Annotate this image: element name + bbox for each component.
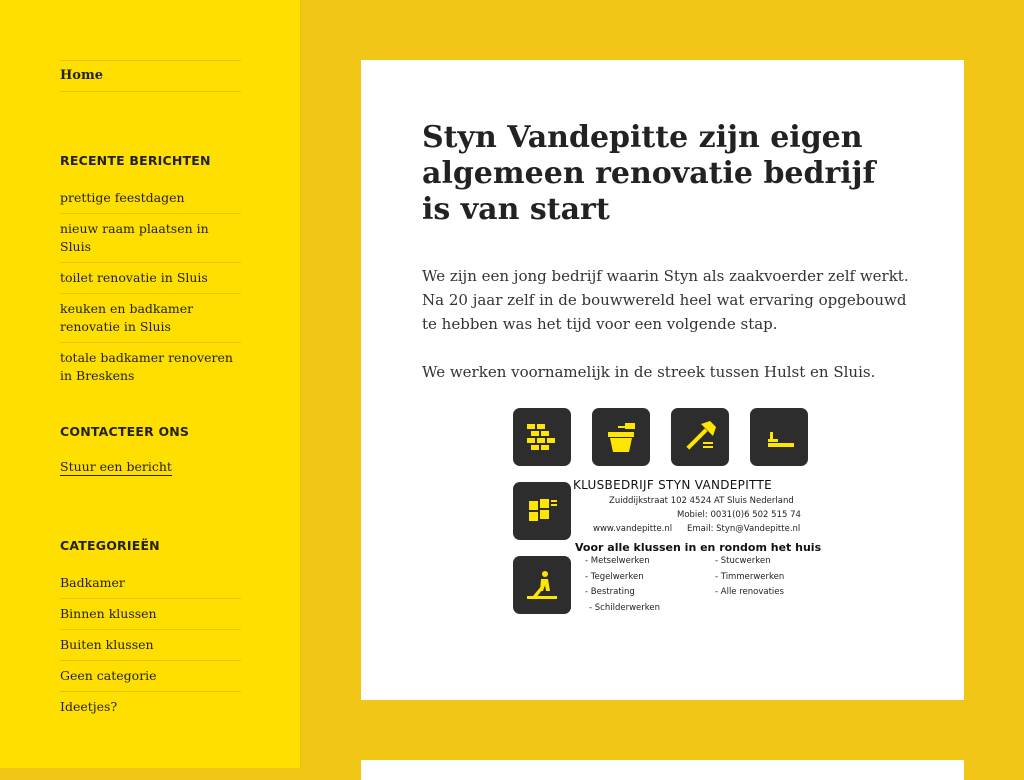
service-item: - Stucwerken bbox=[715, 556, 771, 566]
company-logo-image bbox=[511, 406, 821, 618]
categories-list bbox=[60, 568, 241, 722]
service-item: - Alle renovaties bbox=[715, 587, 784, 597]
recent-posts-title: RECENTE BERICHTEN bbox=[60, 153, 211, 168]
service-item: - Bestrating bbox=[585, 587, 635, 597]
worker-icon bbox=[513, 556, 571, 614]
main-navigation bbox=[60, 60, 241, 92]
recent-post-link[interactable]: keuken en badkamer renovatie in Sluis bbox=[60, 294, 241, 343]
contact-link[interactable]: Stuur een bericht bbox=[60, 459, 172, 474]
category-link[interactable]: Binnen klussen bbox=[60, 599, 241, 630]
service-item: - Schilderwerken bbox=[589, 603, 660, 613]
recent-post-link[interactable]: prettige feestdagen bbox=[60, 183, 241, 214]
paint-bucket-icon bbox=[592, 408, 650, 466]
next-post-card bbox=[361, 760, 964, 780]
recent-post-link[interactable]: nieuw raam plaatsen in Sluis bbox=[60, 214, 241, 263]
recent-post-link[interactable]: toilet renovatie in Sluis bbox=[60, 263, 241, 294]
tiles-icon bbox=[513, 482, 571, 540]
post-title[interactable]: Styn Vandepitte zijn eigen algemeen renovatie bedrijf is van start bbox=[422, 120, 876, 227]
category-link[interactable]: Badkamer bbox=[60, 568, 241, 599]
recent-post-link[interactable]: totale badkamer renoveren in Breskens bbox=[60, 350, 233, 383]
category-link[interactable]: Ideetjes? bbox=[60, 699, 118, 714]
logo-brand-name: KLUSBEDRIJF STYN VANDEPITTE bbox=[573, 478, 772, 492]
logo-tagline: Voor alle klussen in en rondom het huis bbox=[575, 541, 822, 554]
logo-phone: Mobiel: 0031(0)6 502 515 74 bbox=[677, 510, 801, 520]
logo-address: Zuiddijkstraat 102 4524 AT Sluis Nederland bbox=[609, 496, 794, 506]
post-paragraph-2: We werken voornamelijk in de streek tussen Hulst en Sluis. bbox=[422, 363, 876, 381]
service-item: - Timmerwerken bbox=[715, 572, 785, 582]
logo-website: www.vandepitte.nl bbox=[593, 524, 673, 534]
category-link[interactable]: Buiten klussen bbox=[60, 630, 241, 661]
trowel-icon bbox=[750, 408, 808, 466]
service-item: - Tegelwerken bbox=[585, 572, 644, 582]
brick-wall-icon bbox=[513, 408, 571, 466]
sidebar bbox=[0, 0, 301, 768]
nav-home-link[interactable]: Home bbox=[60, 68, 103, 83]
recent-posts-list bbox=[60, 183, 241, 391]
category-link[interactable]: Geen categorie bbox=[60, 661, 241, 692]
categories-title: CATEGORIEËN bbox=[60, 538, 160, 553]
service-item: - Metselwerken bbox=[585, 556, 650, 566]
logo-email: Email: Styn@Vandepitte.nl bbox=[687, 524, 801, 534]
hammer-icon bbox=[671, 408, 729, 466]
post-card bbox=[361, 60, 964, 700]
post-paragraph-1: We zijn een jong bedrijf waarin Styn als zaakvoerder zelf werkt. Na 20 jaar zelf in de bouwwereld heel wat ervaring opgebouwd te hebben was het tijd voor een volgende stap. bbox=[422, 267, 909, 333]
contact-title: CONTACTEER ONS bbox=[60, 424, 190, 439]
